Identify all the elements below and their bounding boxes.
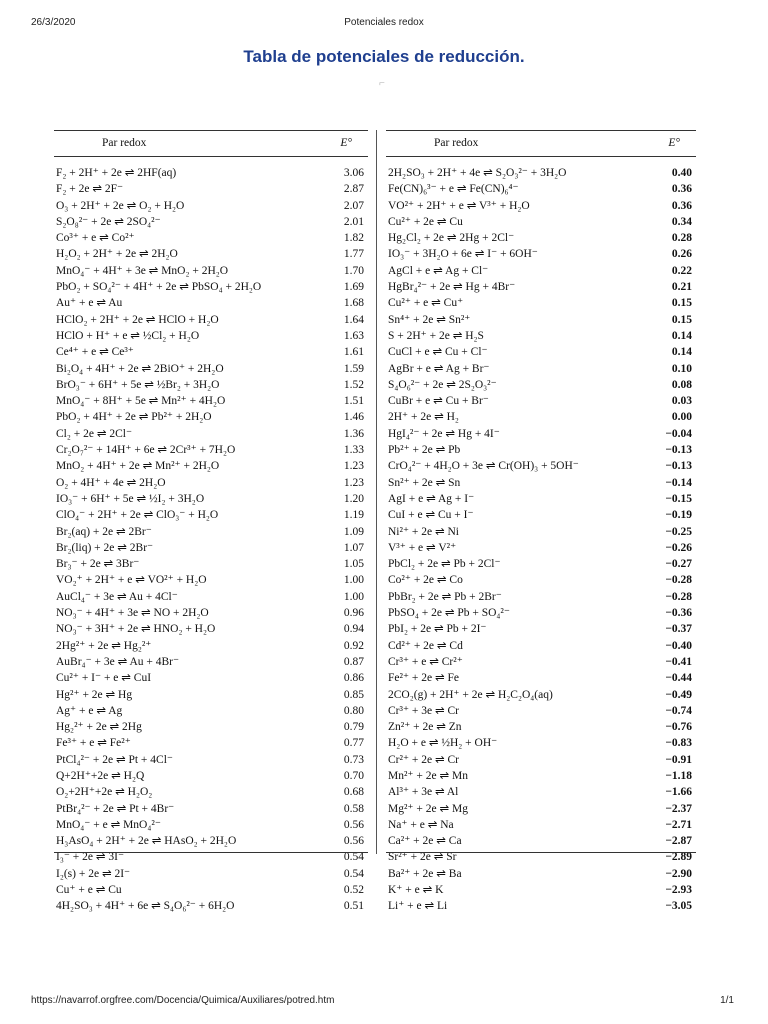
potential-value: 0.80 bbox=[343, 704, 364, 717]
redox-pair: Zn²⁺ + 2e ⇌ Zn bbox=[388, 721, 462, 734]
redox-pair: HgBr₄²⁻ + 2e ⇌ Hg + 4Br⁻ bbox=[388, 281, 516, 294]
potential-value: 0.51 bbox=[343, 900, 364, 913]
potential-value: 0.26 bbox=[671, 248, 692, 261]
redox-pair: Cu⁺ + e ⇌ Cu bbox=[56, 884, 122, 897]
table-row bbox=[386, 833, 696, 849]
redox-pair: AuBr₄⁻ + 3e ⇌ Au + 4Br⁻ bbox=[56, 655, 180, 668]
potential-value: 0.92 bbox=[343, 639, 364, 652]
table-row bbox=[386, 703, 696, 719]
potential-value: 1.82 bbox=[343, 232, 364, 245]
potential-value: −0.40 bbox=[665, 639, 692, 652]
redox-pair: Cr³⁺ + e ⇌ Cr²⁺ bbox=[388, 655, 463, 668]
table-row bbox=[54, 475, 368, 491]
table-row bbox=[386, 572, 696, 588]
table-row bbox=[386, 263, 696, 279]
potential-value: 2.07 bbox=[343, 199, 364, 212]
redox-pair: Cr²⁺ + 2e ⇌ Cr bbox=[388, 753, 459, 766]
table-rows bbox=[386, 165, 696, 915]
redox-pair: AgI + e ⇌ Ag + I⁻ bbox=[388, 492, 475, 505]
potential-value: 1.52 bbox=[343, 378, 364, 391]
potential-value: 0.86 bbox=[343, 672, 364, 685]
table-row bbox=[386, 426, 696, 442]
redox-pair: Ce⁴⁺ + e ⇌ Ce³⁺ bbox=[56, 346, 134, 359]
potential-value: −0.76 bbox=[665, 721, 692, 734]
table-row bbox=[386, 735, 696, 751]
potential-value: 0.28 bbox=[671, 232, 692, 245]
redox-pair: Ni²⁺ + 2e ⇌ Ni bbox=[388, 525, 459, 538]
redox-pair: V³⁺ + e ⇌ V²⁺ bbox=[388, 541, 457, 554]
redox-pair: Fe(CN)₆³⁻ + e ⇌ Fe(CN)₆⁴⁻ bbox=[388, 183, 519, 196]
potential-value: 0.87 bbox=[343, 655, 364, 668]
table-row bbox=[54, 801, 368, 817]
potential-value: −2.93 bbox=[665, 884, 692, 897]
potential-value: 0.52 bbox=[343, 884, 364, 897]
table-row bbox=[54, 654, 368, 670]
table-row bbox=[386, 784, 696, 800]
column-divider bbox=[376, 130, 377, 854]
table-row bbox=[386, 361, 696, 377]
header-e: E° bbox=[668, 137, 680, 149]
table-row bbox=[386, 214, 696, 230]
table-row bbox=[54, 361, 368, 377]
redox-pair: MnO₄⁻ + e ⇌ MnO₄²⁻ bbox=[56, 818, 161, 831]
potential-value: 1.70 bbox=[343, 264, 364, 277]
potential-value: −0.36 bbox=[665, 607, 692, 620]
table-row bbox=[54, 426, 368, 442]
redox-pair: CrO₄²⁻ + 4H₂O + 3e ⇌ Cr(OH)₃ + 5OH⁻ bbox=[388, 460, 579, 473]
print-date: 26/3/2020 bbox=[31, 17, 76, 28]
table-row bbox=[54, 687, 368, 703]
table-row bbox=[54, 833, 368, 849]
table-row bbox=[386, 458, 696, 474]
potential-value: −1.18 bbox=[665, 769, 692, 782]
potential-value: −0.04 bbox=[665, 427, 692, 440]
potential-value: −2.87 bbox=[665, 835, 692, 848]
table-header bbox=[54, 137, 368, 153]
redox-pair: Cr³⁺ + 3e ⇌ Cr bbox=[388, 704, 459, 717]
potential-value: 0.34 bbox=[671, 215, 692, 228]
redox-pair: Mg²⁺ + 2e ⇌ Mg bbox=[388, 802, 468, 815]
table-row bbox=[386, 442, 696, 458]
table-row bbox=[386, 165, 696, 181]
table-row bbox=[386, 230, 696, 246]
print-header-title: Potenciales redox bbox=[344, 17, 424, 28]
redox-pair: Li⁺ + e ⇌ Li bbox=[388, 900, 448, 913]
potential-value: 1.00 bbox=[343, 574, 364, 587]
potential-value: −0.28 bbox=[665, 574, 692, 587]
redox-pair: IO₃⁻ + 6H⁺ + 5e ⇌ ½I₂ + 3H₂O bbox=[56, 492, 205, 505]
potential-value: 0.03 bbox=[671, 395, 692, 408]
redox-pair: AgCl + e ⇌ Ag + Cl⁻ bbox=[388, 264, 489, 277]
table-row bbox=[54, 377, 368, 393]
redox-pair: F₂ + 2H⁺ + 2e ⇌ 2HF(aq) bbox=[56, 167, 177, 179]
potential-value: 1.07 bbox=[343, 541, 364, 554]
redox-pair: MnO₄⁻ + 8H⁺ + 5e ⇌ Mn²⁺ + 4H₂O bbox=[56, 395, 226, 408]
table-row bbox=[54, 703, 368, 719]
redox-pair: PtBr₄²⁻ + 2e ⇌ Pt + 4Br⁻ bbox=[56, 802, 175, 815]
redox-pair: 2H₂SO₃ + 2H⁺ + 4e ⇌ S₂O₃²⁻ + 3H₂O bbox=[388, 167, 567, 179]
table-row bbox=[386, 866, 696, 882]
potential-value: 0.10 bbox=[671, 362, 692, 375]
table-row bbox=[54, 589, 368, 605]
redox-pair: Hg²⁺ + 2e ⇌ Hg bbox=[56, 688, 133, 701]
redox-pair: 2CO₂(g) + 2H⁺ + 2e ⇌ H₂C₂O₄(aq) bbox=[388, 688, 553, 701]
potential-value: −0.27 bbox=[665, 558, 692, 571]
table-row bbox=[54, 198, 368, 214]
redox-pair: S + 2H⁺ + 2e ⇌ H₂S bbox=[388, 329, 484, 342]
table-row bbox=[54, 491, 368, 507]
table-row bbox=[386, 589, 696, 605]
table-row bbox=[386, 507, 696, 523]
potential-value: −2.37 bbox=[665, 802, 692, 815]
potential-value: 0.54 bbox=[343, 851, 364, 864]
table-row bbox=[386, 198, 696, 214]
redox-pair: F₂ + 2e ⇌ 2F⁻ bbox=[56, 183, 124, 196]
table-header-rule bbox=[54, 156, 368, 157]
header-par-redox: Par redox bbox=[102, 137, 147, 149]
table-row bbox=[386, 393, 696, 409]
potential-value: −2.71 bbox=[665, 818, 692, 831]
redox-pair: Co²⁺ + 2e ⇌ Co bbox=[388, 574, 463, 587]
table-top-rule bbox=[386, 130, 696, 131]
table-row bbox=[386, 801, 696, 817]
potential-value: 0.73 bbox=[343, 753, 364, 766]
table-row bbox=[54, 409, 368, 425]
redox-pair: 2H⁺ + 2e ⇌ H₂ bbox=[388, 411, 459, 424]
redox-pair: HgI₄²⁻ + 2e ⇌ Hg + 4I⁻ bbox=[388, 427, 500, 440]
redox-pair: Bi₂O₄ + 4H⁺ + 2e ⇌ 2BiO⁺ + 2H₂O bbox=[56, 362, 224, 375]
potential-value: −0.91 bbox=[665, 753, 692, 766]
potential-value: 1.68 bbox=[343, 297, 364, 310]
table-row bbox=[386, 752, 696, 768]
table-row bbox=[54, 246, 368, 262]
potential-value: 0.15 bbox=[671, 313, 692, 326]
table-row bbox=[386, 409, 696, 425]
table-row bbox=[386, 344, 696, 360]
potential-value: 0.14 bbox=[671, 329, 692, 342]
table-row bbox=[386, 475, 696, 491]
table-row bbox=[54, 442, 368, 458]
table-row bbox=[54, 817, 368, 833]
scan-mark-icon: ⌐ bbox=[379, 78, 385, 89]
redox-pair: I₂(s) + 2e ⇌ 2I⁻ bbox=[56, 867, 131, 880]
page-number: 1/1 bbox=[720, 995, 734, 1006]
potential-value: 0.08 bbox=[671, 378, 692, 391]
potential-value: 0.56 bbox=[343, 818, 364, 831]
redox-pair: PbO₂ + SO₄²⁻ + 4H⁺ + 2e ⇌ PbSO₄ + 2H₂O bbox=[56, 281, 262, 294]
potential-value: 0.58 bbox=[343, 802, 364, 815]
potential-value: 1.63 bbox=[343, 329, 364, 342]
redox-pair: O₃ + 2H⁺ + 2e ⇌ O₂ + H₂O bbox=[56, 199, 185, 212]
table-row bbox=[386, 491, 696, 507]
redox-pair: I₃⁻ + 2e ⇌ 3I⁻ bbox=[56, 851, 125, 864]
potential-value: −2.89 bbox=[665, 851, 692, 864]
footer-url: https://navarrof.orgfree.com/Docencia/Quimica/Auxiliares/potred.htm bbox=[31, 995, 335, 1006]
redox-pair: Ca²⁺ + 2e ⇌ Ca bbox=[388, 835, 462, 848]
table-row bbox=[54, 719, 368, 735]
redox-pair: Al³⁺ + 3e ⇌ Al bbox=[388, 786, 459, 799]
redox-pair: Cu²⁺ + I⁻ + e ⇌ CuI bbox=[56, 672, 152, 685]
redox-pair: Cu²⁺ + e ⇌ Cu⁺ bbox=[388, 297, 464, 310]
redox-pair: NO₃⁻ + 4H⁺ + 3e ⇌ NO + 2H₂O bbox=[56, 607, 209, 620]
table-row bbox=[54, 768, 368, 784]
table-row bbox=[54, 605, 368, 621]
table-row bbox=[54, 784, 368, 800]
potential-value: 1.23 bbox=[343, 476, 364, 489]
table-row bbox=[386, 638, 696, 654]
redox-pair: Na⁺ + e ⇌ Na bbox=[388, 818, 454, 831]
table-row bbox=[54, 295, 368, 311]
redox-pair: BrO₃⁻ + 6H⁺ + 5e ⇌ ½Br₂ + 3H₂O bbox=[56, 378, 220, 391]
table-row bbox=[54, 263, 368, 279]
table-row bbox=[54, 752, 368, 768]
redox-pair: S₂O₈²⁻ + 2e ⇌ 2SO₄²⁻ bbox=[56, 215, 161, 228]
potential-value: −0.25 bbox=[665, 525, 692, 538]
table-row bbox=[54, 882, 368, 898]
redox-pair: O₂+2H⁺+2e ⇌ H₂O₂ bbox=[56, 786, 153, 799]
redox-pair: Sn²⁺ + 2e ⇌ Sn bbox=[388, 476, 461, 489]
table-row bbox=[54, 507, 368, 523]
table-row bbox=[386, 719, 696, 735]
table-header-rule bbox=[386, 156, 696, 157]
redox-pair: Hg₂Cl₂ + 2e ⇌ 2Hg + 2Cl⁻ bbox=[388, 232, 515, 245]
table-row bbox=[386, 687, 696, 703]
potential-value: 1.64 bbox=[343, 313, 364, 326]
header-par-redox: Par redox bbox=[434, 137, 479, 149]
table-row bbox=[386, 295, 696, 311]
table-row bbox=[386, 312, 696, 328]
table-row bbox=[386, 556, 696, 572]
redox-pair: MnO₂ + 4H⁺ + 2e ⇌ Mn²⁺ + 2H₂O bbox=[56, 460, 220, 473]
potential-value: −0.14 bbox=[665, 476, 692, 489]
table-row bbox=[386, 817, 696, 833]
redox-pair: Sn⁴⁺ + 2e ⇌ Sn²⁺ bbox=[388, 313, 471, 326]
table-row bbox=[386, 540, 696, 556]
redox-pair: Fe³⁺ + e ⇌ Fe²⁺ bbox=[56, 737, 131, 750]
potential-value: 0.94 bbox=[343, 623, 364, 636]
potential-value: −0.19 bbox=[665, 509, 692, 522]
table-row bbox=[386, 670, 696, 686]
potential-value: −2.90 bbox=[665, 867, 692, 880]
redox-pair: S₄O₆²⁻ + 2e ⇌ 2S₂O₃²⁻ bbox=[388, 378, 497, 391]
potential-value: −0.15 bbox=[665, 492, 692, 505]
table-row bbox=[54, 165, 368, 181]
redox-pair: CuI + e ⇌ Cu + I⁻ bbox=[388, 509, 474, 522]
table-rows bbox=[54, 165, 368, 915]
redox-pair: Cl₂ + 2e ⇌ 2Cl⁻ bbox=[56, 427, 133, 440]
redox-pair: Mn²⁺ + 2e ⇌ Mn bbox=[388, 769, 468, 782]
potential-value: 0.85 bbox=[343, 688, 364, 701]
table-row bbox=[386, 654, 696, 670]
potential-value: 1.46 bbox=[343, 411, 364, 424]
redox-pair: Q+2H⁺+2e ⇌ H₂Q bbox=[56, 769, 145, 782]
potential-value: 0.79 bbox=[343, 721, 364, 734]
potential-value: −0.49 bbox=[665, 688, 692, 701]
table-row bbox=[54, 328, 368, 344]
table-row bbox=[54, 214, 368, 230]
table-row bbox=[54, 279, 368, 295]
table-row bbox=[54, 524, 368, 540]
potential-value: 1.77 bbox=[343, 248, 364, 261]
potential-value: −0.83 bbox=[665, 737, 692, 750]
potential-value: 0.96 bbox=[343, 607, 364, 620]
redox-pair: PbI₂ + 2e ⇌ Pb + 2I⁻ bbox=[388, 623, 487, 636]
table-row bbox=[386, 524, 696, 540]
potential-value: 0.77 bbox=[343, 737, 364, 750]
redox-pair: PbSO₄ + 2e ⇌ Pb + SO₄²⁻ bbox=[388, 607, 510, 620]
table-row bbox=[54, 230, 368, 246]
redox-pair: Sr²⁺ + 2e ⇌ Sr bbox=[388, 851, 457, 864]
potential-value: 0.36 bbox=[671, 183, 692, 196]
table-row bbox=[386, 246, 696, 262]
potential-value: 0.22 bbox=[671, 264, 692, 277]
table-row bbox=[386, 768, 696, 784]
table-row bbox=[386, 621, 696, 637]
redox-pair: Au⁺ + e ⇌ Au bbox=[56, 297, 123, 310]
potential-value: −1.66 bbox=[665, 786, 692, 799]
table-bottom-rule bbox=[54, 852, 368, 853]
redox-pair: AuCl₄⁻ + 3e ⇌ Au + 4Cl⁻ bbox=[56, 590, 178, 603]
table-row bbox=[54, 866, 368, 882]
table-row bbox=[54, 735, 368, 751]
redox-pair: MnO₄⁻ + 4H⁺ + 3e ⇌ MnO₂ + 2H₂O bbox=[56, 264, 229, 277]
redox-pair: Br₂(aq) + 2e ⇌ 2Br⁻ bbox=[56, 525, 152, 538]
potential-value: 0.70 bbox=[343, 769, 364, 782]
redox-pair: Pb²⁺ + 2e ⇌ Pb bbox=[388, 444, 461, 457]
redox-pair: CuCl + e ⇌ Cu + Cl⁻ bbox=[388, 346, 488, 359]
redox-pair: Hg₂²⁺ + 2e ⇌ 2Hg bbox=[56, 721, 142, 734]
redox-pair: Cu²⁺ + 2e ⇌ Cu bbox=[388, 215, 463, 228]
redox-pair: IO₃⁻ + 3H₂O + 6e ⇌ I⁻ + 6OH⁻ bbox=[388, 248, 538, 261]
potential-value: 1.19 bbox=[343, 509, 364, 522]
redox-pair: 4H₂SO₃ + 4H⁺ + 6e ⇌ S₄O₆²⁻ + 6H₂O bbox=[56, 900, 235, 913]
potential-value: 1.36 bbox=[343, 427, 364, 440]
potential-value: −3.05 bbox=[665, 900, 692, 913]
table-row bbox=[386, 377, 696, 393]
redox-pair: Cr₂O₇²⁻ + 14H⁺ + 6e ⇌ 2Cr³⁺ + 7H₂O bbox=[56, 444, 236, 457]
redox-pair: NO₃⁻ + 3H⁺ + 2e ⇌ HNO₂ + H₂O bbox=[56, 623, 216, 636]
potential-value: 0.68 bbox=[343, 786, 364, 799]
redox-pair: PbO₂ + 4H⁺ + 2e ⇌ Pb²⁺ + 2H₂O bbox=[56, 411, 212, 424]
potential-value: 1.69 bbox=[343, 281, 364, 294]
redox-pair: PbBr₂ + 2e ⇌ Pb + 2Br⁻ bbox=[388, 590, 502, 603]
potential-value: 1.23 bbox=[343, 460, 364, 473]
redox-pair: HClO + H⁺ + e ⇌ ½Cl₂ + H₂O bbox=[56, 329, 200, 342]
potential-value: 0.54 bbox=[343, 867, 364, 880]
table-row bbox=[54, 556, 368, 572]
table-row bbox=[386, 181, 696, 197]
table-row bbox=[386, 898, 696, 914]
potential-value: 1.51 bbox=[343, 395, 364, 408]
redox-pair: 2Hg²⁺ + 2e ⇌ Hg₂²⁺ bbox=[56, 639, 152, 652]
table-row bbox=[54, 540, 368, 556]
table-row bbox=[54, 621, 368, 637]
potential-value: −0.44 bbox=[665, 672, 692, 685]
potential-value: 0.21 bbox=[671, 281, 692, 294]
redox-pair: Br₃⁻ + 2e ⇌ 3Br⁻ bbox=[56, 558, 140, 571]
potential-value: 1.05 bbox=[343, 558, 364, 571]
redox-pair: Ba²⁺ + 2e ⇌ Ba bbox=[388, 867, 462, 880]
potential-value: −0.41 bbox=[665, 655, 692, 668]
page-title: Tabla de potenciales de reducción. bbox=[243, 47, 525, 66]
potential-value: 0.56 bbox=[343, 835, 364, 848]
redox-pair: HClO₂ + 2H⁺ + 2e ⇌ HClO + H₂O bbox=[56, 313, 219, 326]
redox-pair: Co³⁺ + e ⇌ Co²⁺ bbox=[56, 232, 135, 245]
potential-value: 1.61 bbox=[343, 346, 364, 359]
potential-value: −0.28 bbox=[665, 590, 692, 603]
table-row bbox=[386, 279, 696, 295]
potential-value: 2.01 bbox=[343, 215, 364, 228]
header-e: E° bbox=[340, 137, 352, 149]
table-row bbox=[54, 670, 368, 686]
table-row bbox=[386, 328, 696, 344]
potential-value: −0.13 bbox=[665, 460, 692, 473]
redox-pair: CuBr + e ⇌ Cu + Br⁻ bbox=[388, 395, 489, 408]
table-header bbox=[386, 137, 696, 153]
table-top-rule bbox=[54, 130, 368, 131]
redox-pair: VO²⁺ + 2H⁺ + e ⇌ V³⁺ + H₂O bbox=[388, 199, 530, 212]
potential-value: 0.36 bbox=[671, 199, 692, 212]
potential-value: 1.09 bbox=[343, 525, 364, 538]
redox-pair: Fe²⁺ + 2e ⇌ Fe bbox=[388, 672, 459, 685]
potential-value: 0.14 bbox=[671, 346, 692, 359]
redox-pair: H₂O + e ⇌ ½H₂ + OH⁻ bbox=[388, 737, 498, 750]
redox-pair: Br₂(liq) + 2e ⇌ 2Br⁻ bbox=[56, 541, 154, 554]
table-row bbox=[386, 882, 696, 898]
potential-value: 1.00 bbox=[343, 590, 364, 603]
table-row bbox=[54, 344, 368, 360]
table-row bbox=[386, 605, 696, 621]
potential-value: 0.15 bbox=[671, 297, 692, 310]
potential-value: −0.37 bbox=[665, 623, 692, 636]
redox-pair: H₃AsO₄ + 2H⁺ + 2e ⇌ HAsO₂ + 2H₂O bbox=[56, 835, 237, 848]
table-row bbox=[54, 181, 368, 197]
redox-pair: K⁺ + e ⇌ K bbox=[388, 884, 444, 897]
redox-pair: PbCl₂ + 2e ⇌ Pb + 2Cl⁻ bbox=[388, 558, 501, 571]
redox-pair: VO₂⁺ + 2H⁺ + e ⇌ VO²⁺ + H₂O bbox=[56, 574, 207, 587]
redox-pair: PtCl₄²⁻ + 2e ⇌ Pt + 4Cl⁻ bbox=[56, 753, 173, 766]
table-row bbox=[54, 638, 368, 654]
potential-value: −0.26 bbox=[665, 541, 692, 554]
potential-value: 2.87 bbox=[343, 183, 364, 196]
table-row bbox=[54, 898, 368, 914]
table-row bbox=[54, 572, 368, 588]
redox-pair: H₂O₂ + 2H⁺ + 2e ⇌ 2H₂O bbox=[56, 248, 178, 261]
table-row bbox=[54, 458, 368, 474]
potential-value: 0.00 bbox=[671, 411, 692, 424]
potential-value: 1.20 bbox=[343, 492, 364, 505]
potential-value: 1.59 bbox=[343, 362, 364, 375]
redox-pair: AgBr + e ⇌ Ag + Br⁻ bbox=[388, 362, 490, 375]
table-row bbox=[54, 312, 368, 328]
potential-value: 0.40 bbox=[671, 167, 692, 179]
potential-value: −0.13 bbox=[665, 444, 692, 457]
table-bottom-rule bbox=[386, 852, 696, 853]
potential-value: −0.74 bbox=[665, 704, 692, 717]
potential-value: 3.06 bbox=[343, 167, 364, 179]
redox-pair: O₂ + 4H⁺ + 4e ⇌ 2H₂O bbox=[56, 476, 166, 489]
table-row bbox=[54, 393, 368, 409]
redox-pair: Cd²⁺ + 2e ⇌ Cd bbox=[388, 639, 463, 652]
potential-value: 1.33 bbox=[343, 444, 364, 457]
redox-pair: ClO₄⁻ + 2H⁺ + 2e ⇌ ClO₃⁻ + H₂O bbox=[56, 509, 219, 522]
redox-pair: Ag⁺ + e ⇌ Ag bbox=[56, 704, 123, 717]
